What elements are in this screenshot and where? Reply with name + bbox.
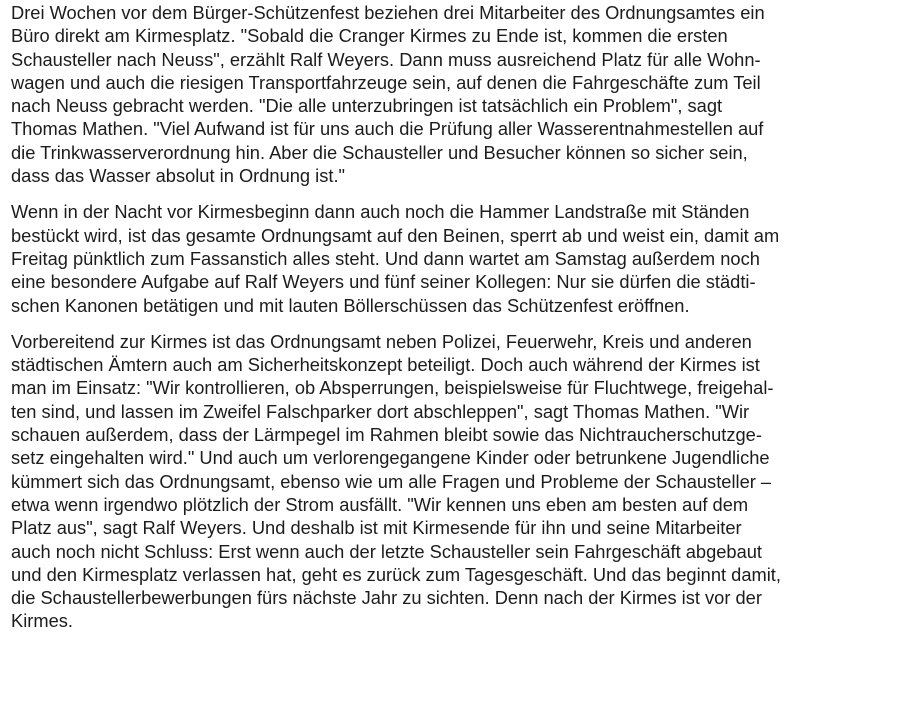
text-line: Freitag pünktlich zum Fassanstich alles steht. Und dann wartet am Samstag außerdem noch bbox=[11, 247, 760, 269]
text-line: Vorbereitend zur Kirmes ist das Ordnungsamt neben Polizei, Feuerwehr, Kreis und anderen bbox=[11, 330, 752, 352]
text-line: bestückt wird, ist das gesamte Ordnungsamt auf den Beinen, sperrt ab und weist ein, damit am bbox=[11, 224, 780, 246]
text-line: eine besondere Aufgabe auf Ralf Weyers und fünf seiner Kollegen: Nur sie dürfen die städti- bbox=[11, 271, 756, 293]
text-line: man im Einsatz: "Wir kontrollieren, ob Absperrungen, beispielsweise für Fluchtwege, freigehal- bbox=[11, 377, 774, 399]
text-line: Drei Wochen vor dem Bürger-Schützenfest beziehen drei Mitarbeiter des Ordnungsamtes ein bbox=[11, 2, 765, 23]
text-line: setz eingehalten wird." Und auch um verlorengegangene Kinder oder betrunkene Jugendliche bbox=[11, 447, 770, 469]
text-line: dass das Wasser absolut in Ordnung ist." bbox=[11, 165, 346, 187]
paragraph-2 bbox=[11, 200, 894, 316]
text-line: kümmert sich das Ordnungsamt, ebenso wie um alle Fragen und Probleme der Schausteller – bbox=[11, 470, 772, 492]
text-line: auch noch nicht Schluss: Erst wenn auch der letzte Schausteller sein Fahrgeschäft abgebaut bbox=[11, 540, 762, 562]
text-line: etwa wenn irgendwo plötzlich der Strom ausfällt. "Wir kennen uns eben am besten auf dem bbox=[11, 493, 749, 515]
text-line: ten sind, und lassen im Zweifel Falschparker dort abschleppen", sagt Thomas Mathen. "Wir bbox=[11, 400, 750, 422]
text-line: Schausteller nach Neuss", erzählt Ralf Weyers. Dann muss ausreichend Platz für alle Wohn- bbox=[11, 48, 761, 70]
text-line: Büro direkt am Kirmesplatz. "Sobald die Cranger Kirmes zu Ende ist, kommen die ersten bbox=[11, 25, 728, 47]
text-line: Platz aus", sagt Ralf Weyers. Und deshalb ist mit Kirmesende für ihn und seine Mitarbeiter bbox=[11, 517, 742, 539]
text-line: schen Kanonen betätigen und mit lauten Böllerschüssen das Schützenfest eröffnen. bbox=[11, 294, 690, 316]
text-line: und den Kirmesplatz verlassen hat, geht es zurück zum Tagesgeschäft. Und das beginnt damit, bbox=[11, 563, 781, 585]
text-line: die Trinkwasserverordnung hin. Aber die Schausteller und Besucher können so sicher sein, bbox=[11, 141, 748, 163]
text-line: die Schaustellerbewerbungen fürs nächste Jahr zu sichten. Denn nach der Kirmes ist vor der bbox=[11, 587, 762, 609]
text-line: Kirmes. bbox=[11, 610, 73, 632]
paragraph-1 bbox=[11, 1, 894, 187]
text-line: Thomas Mathen. "Viel Aufwand ist für uns auch die Prüfung aller Wasserentnahmestellen auf bbox=[11, 118, 764, 140]
text-line: wagen und auch die riesigen Transportfahrzeuge sein, auf denen die Fahrgeschäfte zum Teil bbox=[11, 71, 761, 93]
paragraph-3 bbox=[11, 330, 894, 633]
text-line: städtischen Ämtern auch am Sicherheitskonzept beteiligt. Doch auch während der Kirmes ist bbox=[11, 354, 760, 376]
text-line: nach Neuss gebracht werden. "Die alle unterzubringen ist tatsächlich ein Problem", sagt bbox=[11, 95, 723, 117]
text-line: Wenn in der Nacht vor Kirmesbeginn dann auch noch die Hammer Landstraße mit Ständen bbox=[11, 201, 750, 223]
text-line: schauen außerdem, dass der Lärmpegel im Rahmen bleibt sowie das Nichtraucherschutzge- bbox=[11, 424, 762, 446]
